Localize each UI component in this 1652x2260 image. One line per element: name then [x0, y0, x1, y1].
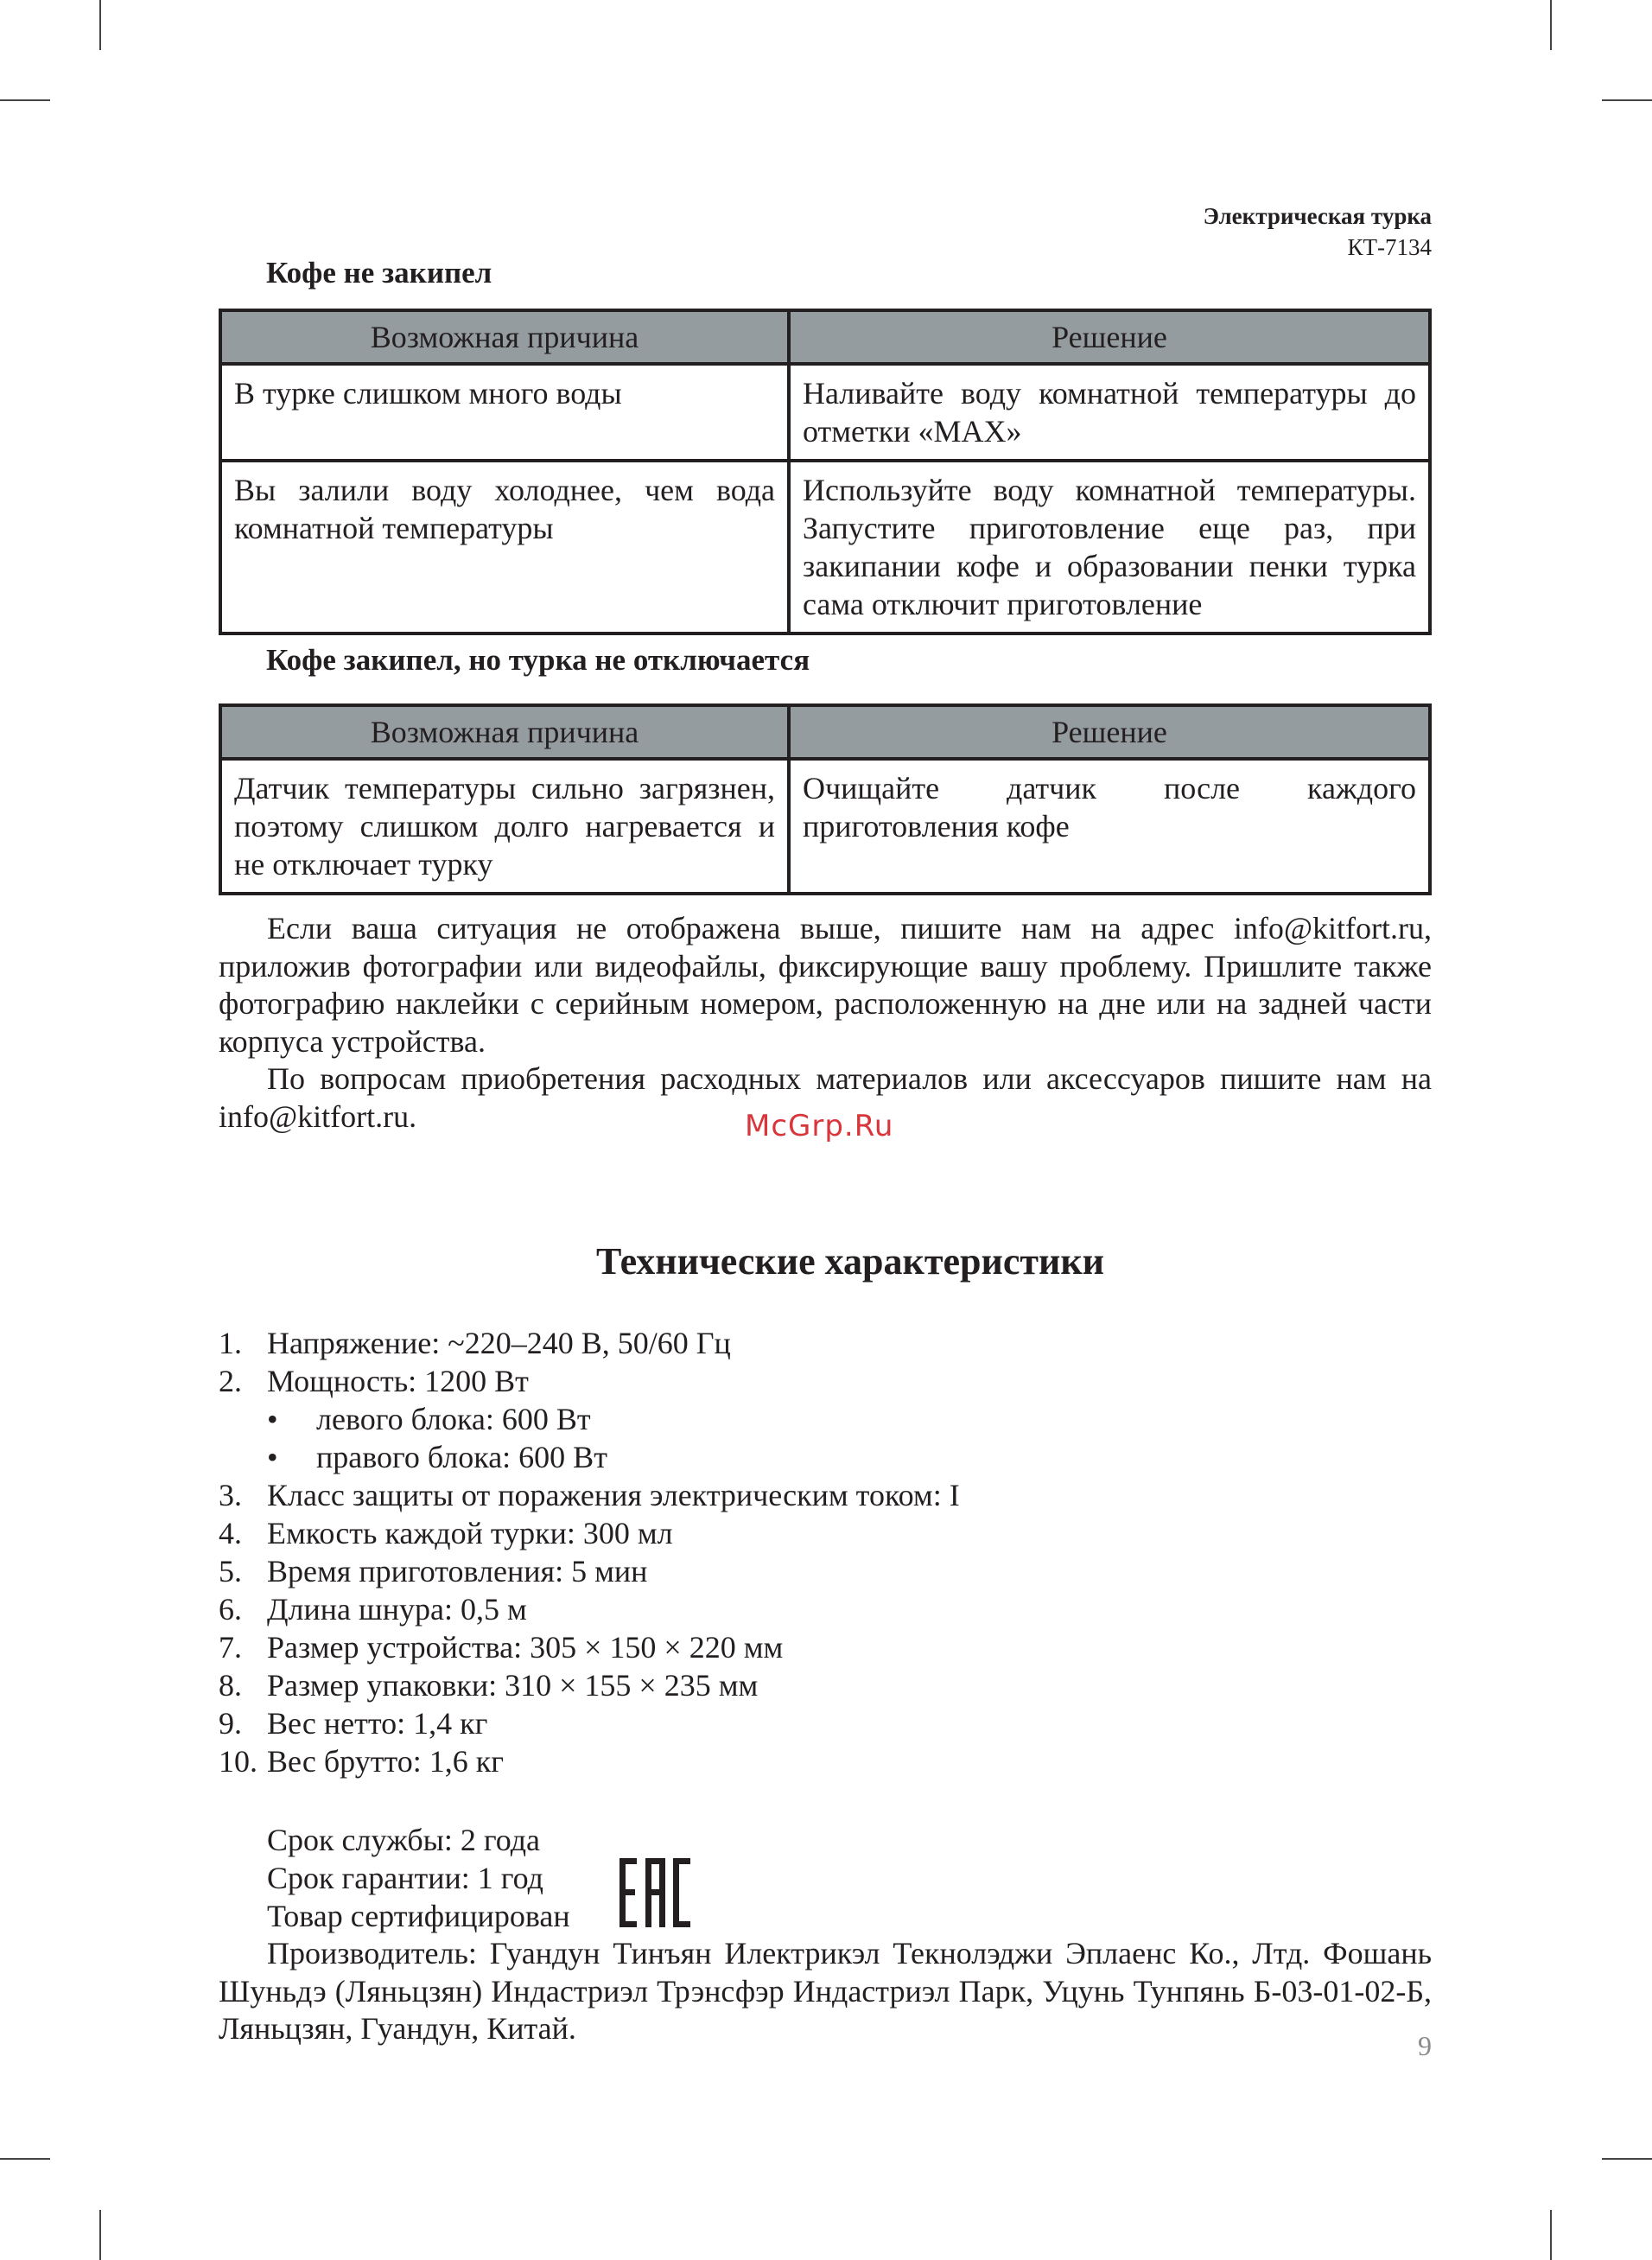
crop-mark — [1602, 2158, 1652, 2160]
cause-cell: Датчик температуры сильно загрязнен, поэтому слишком долго нагревается и не отключает турку — [220, 759, 789, 894]
item-number: 2. — [219, 1364, 242, 1398]
running-header — [1204, 201, 1432, 263]
crop-mark — [1602, 99, 1652, 101]
item-text: Мощность: 1200 Вт — [267, 1364, 529, 1398]
item-text: Вес брутто: 1,6 кг — [267, 1744, 504, 1779]
list-item — [219, 1324, 960, 1362]
item-number: 3. — [219, 1478, 242, 1512]
crop-mark — [1550, 0, 1552, 50]
item-text: правого блока: 600 Вт — [316, 1440, 607, 1474]
specs-title: Технические характеристики — [595, 1240, 1105, 1283]
contact-paragraph: По вопросам приобретения расходных материалов или аксессуаров пишите нам на info@kitfort.ru. — [219, 1061, 1432, 1134]
list-item — [219, 1552, 960, 1590]
item-text: Напряжение: ~220–240 В, 50/60 Гц — [267, 1326, 731, 1360]
list-item — [219, 1438, 960, 1476]
manufacturer-text: Производитель: Гуандун Тинъян Илектрикэл Текнолэджи Эплаенс Ко., Лтд. Фошань Шуньдэ (Ляньцзян) Индастриэл Трэнсфэр Индастриэл Парк, Уцунь Тунпянь Б-03-01-02-Б, Ляньцзян, Гуандун, Китай. — [219, 1936, 1432, 2046]
item-text: Время приготовления: 5 мин — [267, 1554, 648, 1588]
bullet: • — [267, 1440, 278, 1474]
item-text: Класс защиты от поражения электрическим током: I — [267, 1478, 960, 1512]
list-item — [219, 1742, 960, 1780]
troubleshoot-table-2 — [219, 703, 1432, 895]
item-number: 6. — [219, 1592, 242, 1627]
item-text: Емкость каждой турки: 300 мл — [267, 1516, 673, 1550]
bullet: • — [267, 1402, 278, 1436]
crop-mark — [0, 2158, 50, 2160]
contact-text — [219, 910, 1432, 1136]
list-item — [219, 1362, 960, 1400]
crop-mark — [99, 2210, 101, 2260]
item-number: 7. — [219, 1630, 242, 1665]
crop-mark — [99, 0, 101, 50]
table-row — [220, 759, 1430, 894]
item-text: левого блока: 600 Вт — [316, 1402, 591, 1436]
header-title: Электрическая турка — [1203, 203, 1432, 229]
solution-cell: Наливайте воду комнатной температуры до отметки «MAX» — [789, 364, 1430, 461]
section2-heading: Кофе закипел, но турка не отключается — [266, 643, 810, 677]
item-text: Размер упаковки: 310 × 155 × 235 мм — [267, 1668, 759, 1703]
header-model: КТ-7134 — [1347, 234, 1432, 260]
service-life: Срок службы: 2 года — [267, 1823, 541, 1857]
list-item — [219, 1476, 960, 1514]
page-number: 9 — [1418, 2030, 1432, 2061]
contact-paragraph: Если ваша ситуация не отображена выше, пишите нам на адрес info@kitfort.ru, приложив фотографии или видеофайлы, фиксирующие вашу проблему. Пришлите также фотографию наклейки с серийным номером, расположенную на дне или на задней части корпуса устройства. — [219, 911, 1432, 1059]
cause-cell: Вы залили воду холоднее, чем вода комнатной температуры — [220, 461, 789, 633]
certification-note: Товар сертифицирован — [267, 1899, 570, 1933]
eac-logo — [620, 1858, 690, 1927]
table-row — [220, 461, 1430, 633]
item-number: 9. — [219, 1706, 242, 1741]
solution-cell: Используйте воду комнатной температуры. Запустите приготовление еще раз, при закипании кофе и образовании пенки турка сама отключит приготовление — [789, 461, 1430, 633]
list-item — [219, 1590, 960, 1628]
crop-mark — [1550, 2210, 1552, 2260]
list-item — [219, 1400, 960, 1438]
list-item — [219, 1666, 960, 1704]
list-item — [219, 1514, 960, 1552]
list-item — [219, 1704, 960, 1742]
crop-mark — [0, 99, 50, 101]
column-header-cause: Возможная причина — [220, 705, 789, 759]
column-header-cause: Возможная причина — [220, 310, 789, 364]
solution-cell: Очищайте датчик после каждого приготовления кофе — [789, 759, 1430, 894]
service-info — [267, 1821, 570, 1935]
warranty-period: Срок гарантии: 1 год — [267, 1861, 543, 1895]
item-number: 10. — [219, 1744, 257, 1779]
table-row — [220, 364, 1430, 461]
section1-heading: Кофе не закипел — [266, 256, 492, 290]
item-number: 1. — [219, 1326, 242, 1360]
item-text: Длина шнура: 0,5 м — [267, 1592, 527, 1627]
column-header-solution: Решение — [789, 310, 1430, 364]
specs-list — [219, 1324, 960, 1780]
item-number: 4. — [219, 1516, 242, 1550]
item-text: Вес нетто: 1,4 кг — [267, 1706, 488, 1741]
troubleshoot-table-1 — [219, 309, 1432, 635]
list-item — [219, 1628, 960, 1666]
manufacturer-info — [219, 1935, 1432, 2048]
item-number: 5. — [219, 1554, 242, 1588]
watermark: McGrp.Ru — [745, 1109, 894, 1143]
item-text: Размер устройства: 305 × 150 × 220 мм — [267, 1630, 784, 1665]
item-number: 8. — [219, 1668, 242, 1703]
cause-cell: В турке слишком много воды — [220, 364, 789, 461]
column-header-solution: Решение — [789, 705, 1430, 759]
